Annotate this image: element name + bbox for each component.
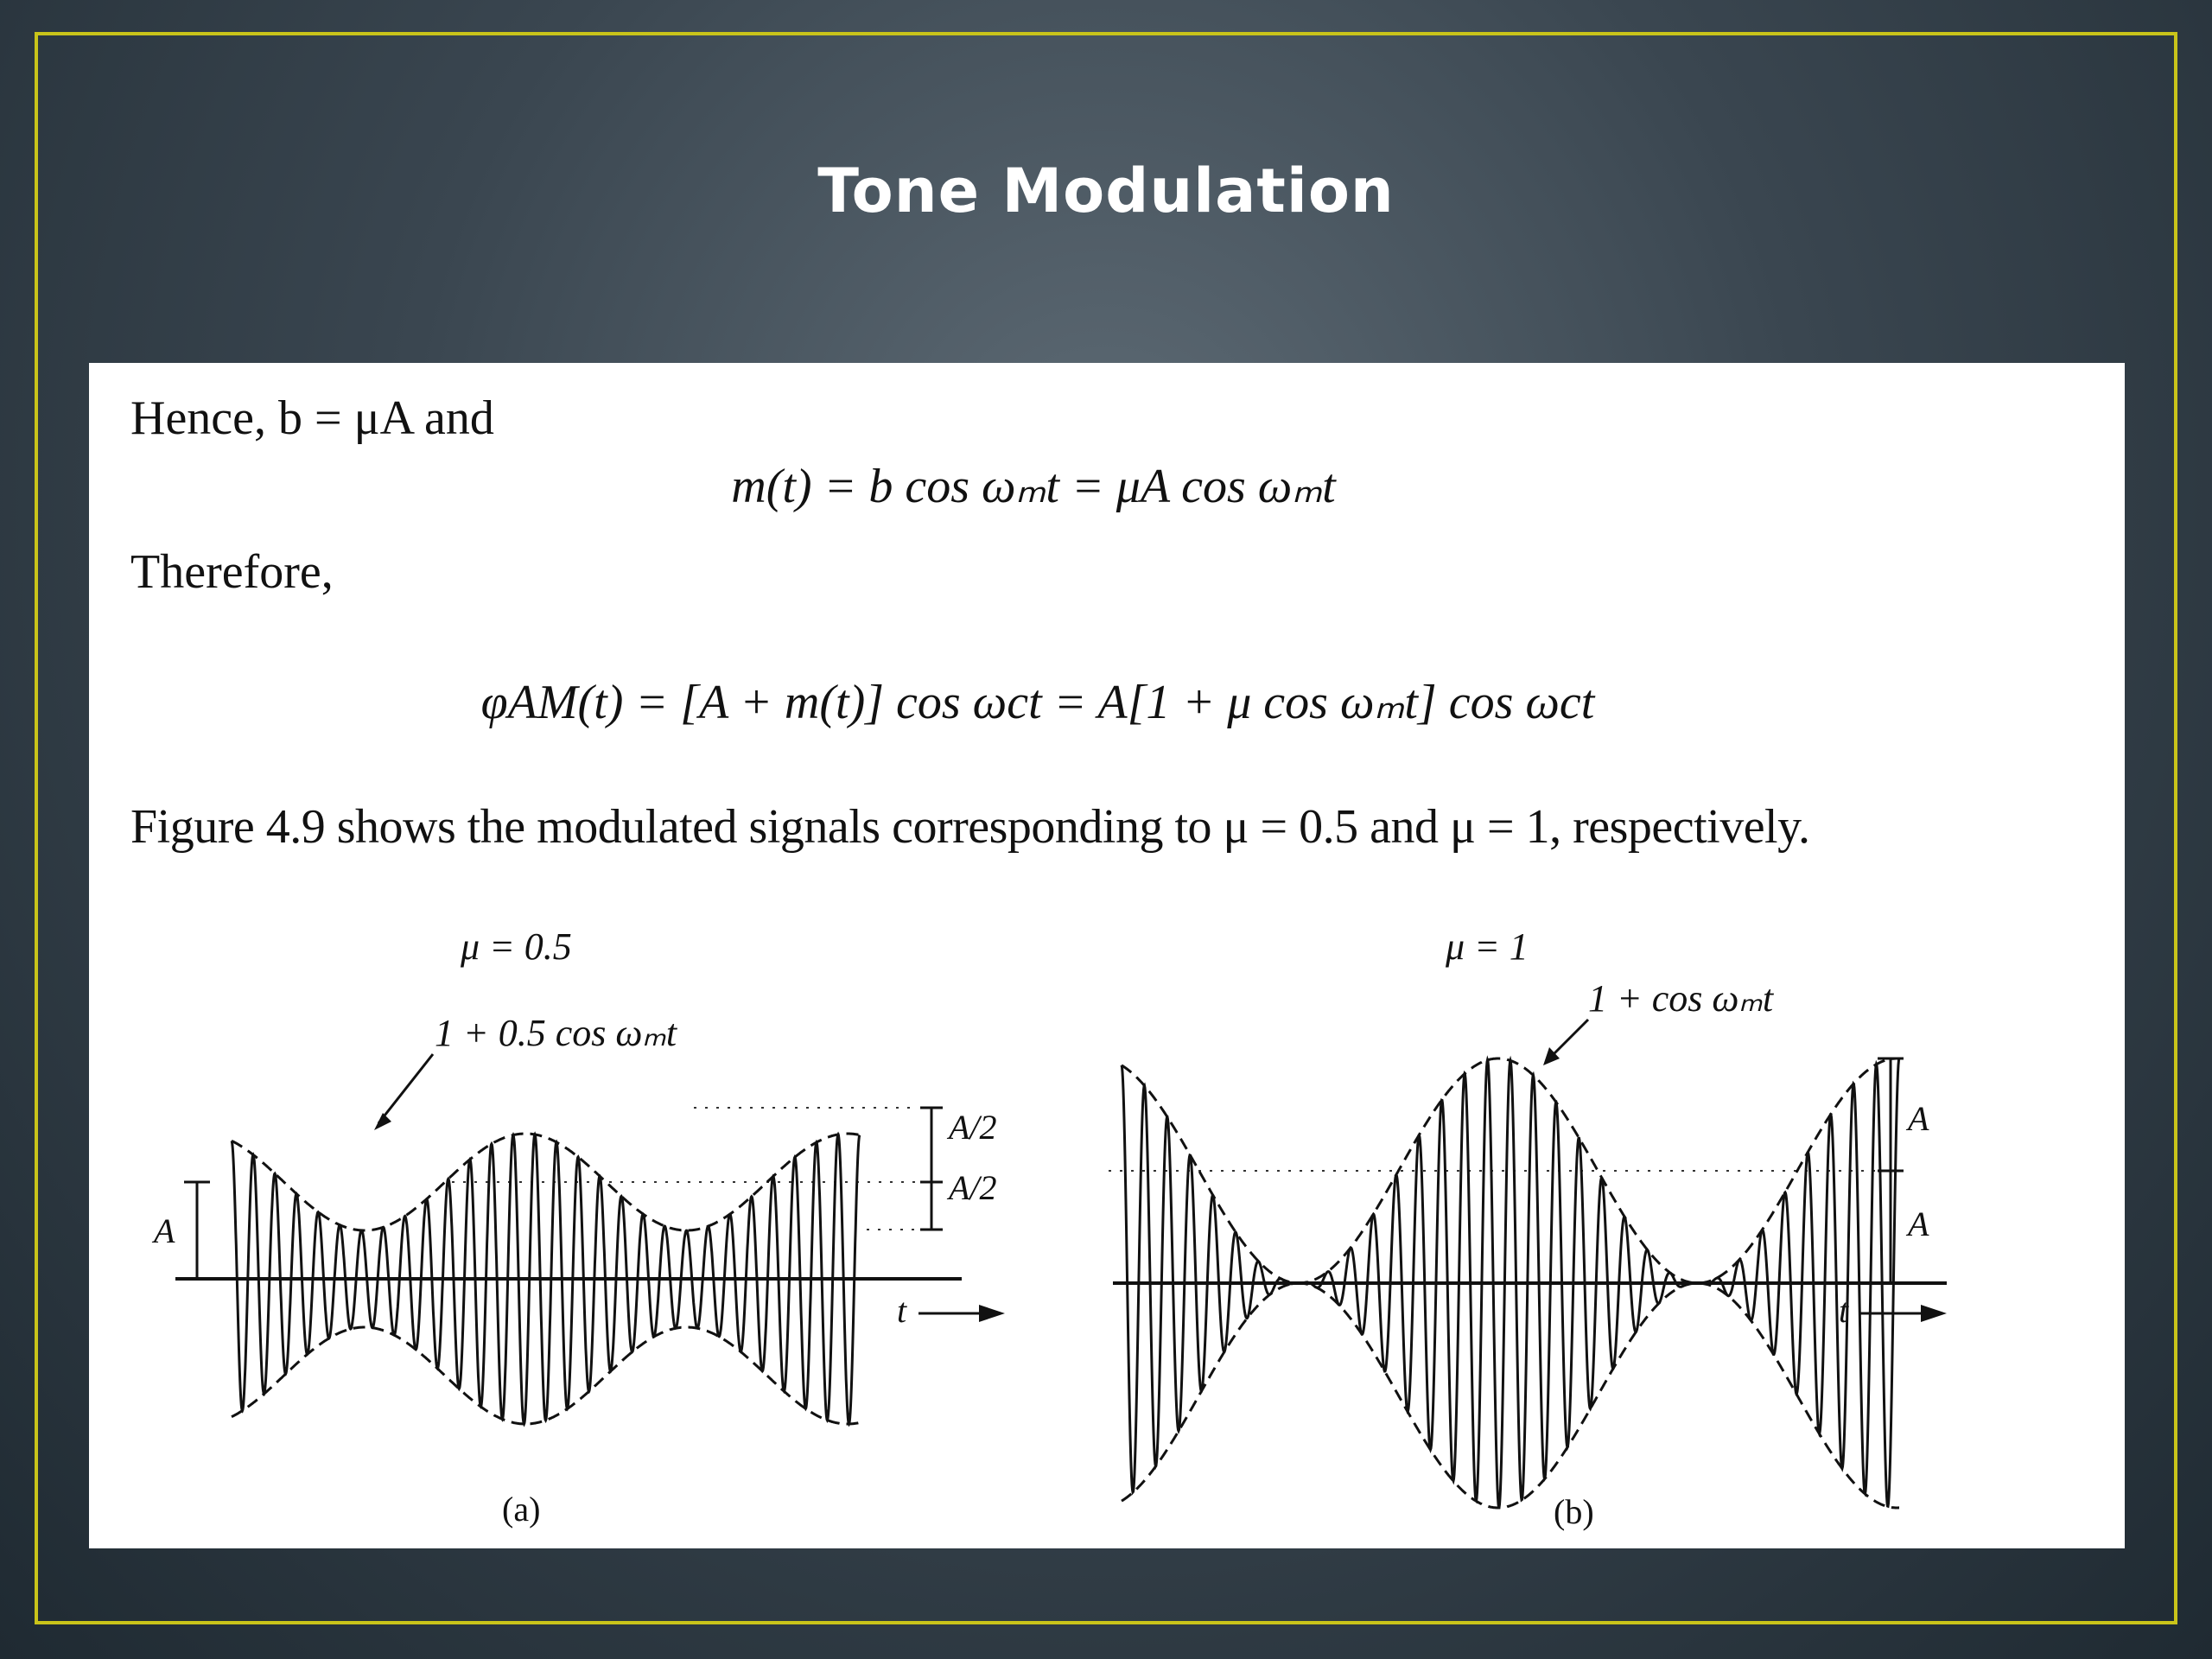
figure-b-envelope-label: 1 + cos ωₘt (1588, 977, 1774, 1020)
figure-a-amp-label: A (154, 1211, 175, 1250)
figure-a-time-label: t (897, 1291, 907, 1330)
equation-message: m(t) = b cos ωₘt = μA cos ωₘt (731, 460, 1336, 513)
figure-a-subcaption: (a) (502, 1490, 541, 1529)
figure-b-time-arrowhead (1921, 1305, 1947, 1322)
equation-am: φAM(t) = [A + m(t)] cos ωct = A[1 + μ cos ωₘt] cos ωct (480, 676, 1595, 729)
figure-b-mu-label: μ = 1 (1446, 925, 1529, 968)
figure-a (89, 890, 1083, 1548)
slide-title: Tone Modulation (817, 156, 1395, 226)
figure-b-subcaption: (b) (1554, 1492, 1594, 1531)
figure-a-envelope-label: 1 + 0.5 cos ωₘt (435, 1012, 677, 1054)
figure-b-amp-label-top: A (1908, 1099, 1929, 1138)
figure-caption-text: Figure 4.9 shows the modulated signals corresponding to μ = 0.5 and μ = 1, respectively. (130, 800, 1810, 854)
content-panel (89, 363, 2125, 1548)
figure-b-amp-label-bottom: A (1908, 1205, 1929, 1243)
figure-a-half-label-bottom: A/2 (949, 1168, 997, 1207)
figure-a-envelope-arrowhead (374, 1113, 391, 1130)
figure-a-mu-label: μ = 0.5 (461, 925, 572, 968)
figure-b-time-label: t (1839, 1291, 1849, 1330)
figure-a-envelope-arrow (378, 1054, 433, 1123)
figure-a-time-arrowhead (979, 1305, 1005, 1322)
figure-a-half-label-top: A/2 (949, 1108, 997, 1147)
figure-a-waveform (232, 1108, 918, 1424)
hence-text: Hence, b = μA and (130, 391, 494, 445)
therefore-text: Therefore, (130, 545, 334, 599)
figure-b-envelope-arrow (1549, 1020, 1588, 1058)
figure-b (1083, 890, 2125, 1548)
figure-a-envelope-upper (232, 1134, 860, 1230)
figure-b-envelope-lower (1122, 1283, 1899, 1508)
